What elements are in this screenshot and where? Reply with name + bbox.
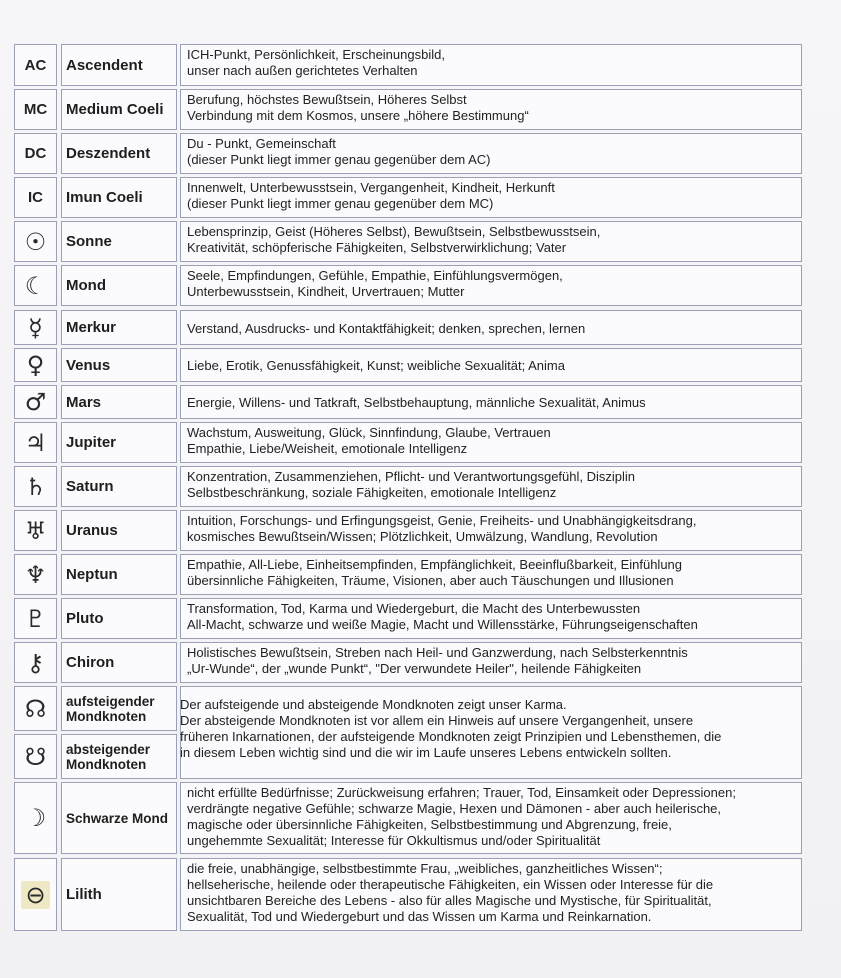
jupiter-icon: ♃ (24, 428, 47, 457)
name-cell (61, 177, 177, 218)
description-line: (dieser Punkt liegt immer genau gegenüber dem MC) (187, 196, 494, 211)
description-cell (180, 221, 802, 262)
description-line: Sexualität, Tod und Wiedergeburt und das Wissen um Karma und Reinkarnation. (187, 909, 652, 924)
description-line: Innenwelt, Unterbewusstsein, Vergangenheit, Kindheit, Herkunft (187, 180, 555, 195)
description-cell (180, 510, 802, 551)
lilith-icon: ⊖ (21, 881, 49, 909)
description-line: Lebensprinzip, Geist (Höheres Selbst), Bewußtsein, Selbstbewusstsein, (187, 224, 601, 239)
table-row (14, 348, 802, 382)
description-line: Empathie, Liebe/Weisheit, emotionale Intelligenz (187, 441, 468, 456)
saturn-icon: ♄ (24, 472, 47, 501)
name-cell (61, 642, 177, 683)
point-name: Sonne (66, 233, 112, 250)
table-row (14, 510, 802, 551)
table-row (14, 782, 802, 854)
description-line: nicht erfüllte Bedürfnisse; Zurückweisung erfahren; Trauer, Tod, Einsamkeit oder Depressionen; (187, 785, 736, 800)
point-name: Schwarze Mond (66, 810, 169, 826)
symbol-cell (14, 310, 57, 345)
description-cell (180, 642, 802, 683)
description-line: ICH-Punkt, Persönlichkeit, Erscheinungsbild, (187, 47, 445, 62)
point-name: Ascendent (66, 56, 143, 74)
name-cell (61, 348, 177, 382)
black-moon-icon: ☽ (24, 804, 47, 832)
point-name: Saturn (66, 478, 114, 495)
description-cell (180, 133, 802, 174)
symbol-cell (14, 598, 57, 639)
name-cell (61, 686, 177, 731)
symbol-cell (14, 686, 57, 731)
pluto-icon: ♇ (24, 604, 47, 633)
description-cell (180, 265, 802, 306)
symbol-cell (14, 422, 57, 463)
point-name: Neptun (66, 566, 118, 583)
name-cell (61, 466, 177, 507)
description-cell (180, 177, 802, 218)
point-name: Jupiter (66, 434, 117, 451)
name-cell (61, 265, 177, 306)
point-name: Lilith (66, 886, 102, 903)
description-line: Der aufsteigende und absteigende Mondknoten zeigt unser Karma. (180, 697, 567, 712)
description-line: verdrängte negative Gefühle; schwarze Magie, Hexen und Dämonen - aber auch heilerische, (187, 801, 722, 816)
name-cell (61, 89, 177, 130)
description-cell (180, 385, 802, 419)
description-line: Holistisches Bewußtsein, Streben nach Heil- und Ganzwerdung, nach Selbsterkenntnis (187, 645, 688, 660)
name-cell (61, 554, 177, 595)
description-line: Transformation, Tod, Karma und Wiedergeburt, die Macht des Unterbewussten (187, 601, 641, 616)
description-line: kosmisches Bewußtsein/Wissen; Plötzlichkeit, Umwälzung, Wandlung, Revolution (187, 529, 658, 544)
table-row (14, 385, 802, 419)
symbol-cell (14, 554, 57, 595)
point-name: Imun Coeli (66, 189, 143, 206)
point-name: Pluto (66, 610, 104, 627)
description-line: unsichtbaren Bereiche des Lebens - also für alles Magische und Mystische, für Spiritualität, (187, 893, 712, 908)
venus-icon: ♀ (26, 351, 45, 379)
description-cell (180, 422, 802, 463)
description-line: Du - Punkt, Gemeinschaft (187, 136, 336, 151)
table-row (14, 642, 802, 683)
symbol-cell (14, 133, 57, 174)
name-cell (61, 734, 177, 779)
description-cell (180, 89, 802, 130)
description-line: Kreativität, schöpferische Fähigkeiten, Selbstverwirklichung; Vater (187, 240, 567, 255)
description-line: Berufung, höchstes Bewußtsein, Höheres Selbst (187, 92, 467, 107)
description-line: Konzentration, Zusammenziehen, Pflicht- und Verantwortungsgefühl, Disziplin (187, 469, 636, 484)
name-cell (61, 510, 177, 551)
symbol-cell (14, 734, 57, 779)
mc-symbol: MC (23, 101, 48, 118)
neptune-icon: ♆ (24, 560, 47, 589)
description-line: Intuition, Forschungs- und Erfingungsgeist, Genie, Freiheits- und Unabhängigkeitsdrang, (187, 513, 697, 528)
name-cell (61, 598, 177, 639)
table-row (14, 554, 802, 595)
description-line: Energie, Willens- und Tatkraft, Selbstbehauptung, männliche Sexualität, Animus (187, 395, 646, 410)
table-row (14, 310, 802, 345)
symbol-cell (14, 385, 57, 419)
point-name: absteigender Mondknoten (66, 741, 151, 772)
table-row (14, 44, 802, 86)
name-cell (61, 422, 177, 463)
point-name: Deszendent (66, 145, 151, 162)
table-row (14, 422, 802, 463)
description-line: früheren Inkarnationen, der aufsteigende Mondknoten zeigt Prinzipien und Lebensthemen, die (180, 729, 722, 744)
chiron-icon: ⚷ (26, 648, 45, 677)
symbol-cell (14, 466, 57, 507)
description-line: hellseherische, heilende oder therapeutische Fähigkeiten, ein Wissen oder Interesse für die (187, 877, 714, 892)
table-row (14, 858, 802, 931)
description-line: in diesem Leben wichtig sind und die wir im Laufe unseres Lebens entwickeln sollten. (180, 745, 672, 760)
description-line: unser nach außen gerichtetes Verhalten (187, 63, 418, 78)
symbol-cell (14, 348, 57, 382)
description-line: Verbindung mit dem Kosmos, unsere „höhere Bestimmung“ (187, 108, 529, 123)
dc-symbol: DC (24, 145, 47, 162)
name-cell (61, 385, 177, 419)
description-cell (180, 554, 802, 595)
description-line: die freie, unabhängige, selbstbestimmte Frau, „weibliches, ganzheitliches Wissen“; (187, 861, 663, 876)
description-line: All-Macht, schwarze und weiße Magie, Macht und Willensstärke, Führungseigenschaften (187, 617, 698, 632)
description-line: „Ur-Wunde“, der „wunde Punkt“, "Der verwundete Heiler", heilende Fähigkeiten (187, 661, 642, 676)
name-cell (61, 133, 177, 174)
symbol-cell (14, 44, 57, 86)
mercury-icon: ☿ (28, 313, 43, 342)
point-name: Uranus (66, 522, 118, 539)
description-cell (180, 598, 802, 639)
description-line: Verstand, Ausdrucks- und Kontaktfähigkeit; denken, sprechen, lernen (187, 320, 586, 336)
description-line: Empathie, All-Liebe, Einheitsempfinden, Empfänglichkeit, Beeinflußbarkeit, Einfühlung (187, 557, 683, 572)
symbol-cell (14, 782, 57, 854)
description-line: Unterbewusstsein, Kindheit, Urvertrauen; Mutter (187, 284, 465, 299)
description-line: magische oder übersinnliche Fähigkeiten, Selbstbestimmung und Abgrenzung, freie, (187, 817, 672, 832)
description-line: Liebe, Erotik, Genussfähigkeit, Kunst; weibliche Sexualität; Anima (187, 358, 565, 373)
table-row (14, 598, 802, 639)
description-cell (180, 44, 802, 86)
symbol-cell (14, 221, 57, 262)
table-row (14, 133, 802, 174)
name-cell (61, 782, 177, 854)
ac-symbol: AC (24, 56, 47, 74)
symbol-cell (14, 89, 57, 130)
description-cell (180, 348, 802, 382)
point-name: Chiron (66, 654, 115, 671)
description-line: (dieser Punkt liegt immer genau gegenüber dem AC) (187, 152, 491, 167)
name-cell (61, 44, 177, 86)
ic-symbol: IC (28, 189, 43, 206)
symbol-cell (14, 265, 57, 306)
description-cell (180, 858, 802, 931)
point-name: Venus (66, 356, 111, 374)
symbol-cell (14, 177, 57, 218)
description-cell (180, 310, 802, 345)
uranus-icon: ♅ (24, 516, 47, 545)
description-line: übersinnliche Fähigkeiten, Träume, Visionen, aber auch Täuschungen und Illusionen (187, 573, 674, 588)
description-cell (180, 782, 802, 854)
symbol-cell (14, 642, 57, 683)
point-name: Mars (66, 393, 102, 411)
name-cell (61, 858, 177, 931)
symbol-cell (14, 858, 57, 931)
symbol-cell (14, 510, 57, 551)
mars-icon: ♂ (24, 388, 47, 416)
ascending-node-icon: ☊ (24, 694, 47, 723)
description-line: Seele, Empfindungen, Gefühle, Empathie, Einfühlungsvermögen, (187, 268, 563, 283)
point-name: Merkur (66, 319, 117, 336)
nodes-description (180, 697, 786, 761)
moon-icon: ☾ (24, 271, 47, 300)
description-cell (180, 466, 802, 507)
descending-node-icon: ☋ (24, 742, 47, 771)
description-line: Wachstum, Ausweitung, Glück, Sinnfindung, Glaube, Vertrauen (187, 425, 551, 440)
description-line: Selbstbeschränkung, soziale Fähigkeiten, emotionale Intelligenz (187, 485, 557, 500)
description-line: ungehemmte Sexualität; Interesse für Okkultismus und/oder Spiritualität (187, 833, 601, 848)
point-name: aufsteigender Mondknoten (66, 693, 155, 724)
table-row (14, 265, 802, 306)
point-name: Medium Coeli (66, 101, 164, 118)
table-row (14, 177, 802, 218)
point-name: Mond (66, 277, 106, 294)
name-cell (61, 221, 177, 262)
table-row (14, 466, 802, 507)
sun-icon: ☉ (24, 227, 47, 256)
table-row (14, 89, 802, 130)
table-row (14, 221, 802, 262)
description-line: Der absteigende Mondknoten ist vor allem ein Hinweis auf unsere Vergangenheit, unsere (180, 713, 694, 728)
name-cell (61, 310, 177, 345)
